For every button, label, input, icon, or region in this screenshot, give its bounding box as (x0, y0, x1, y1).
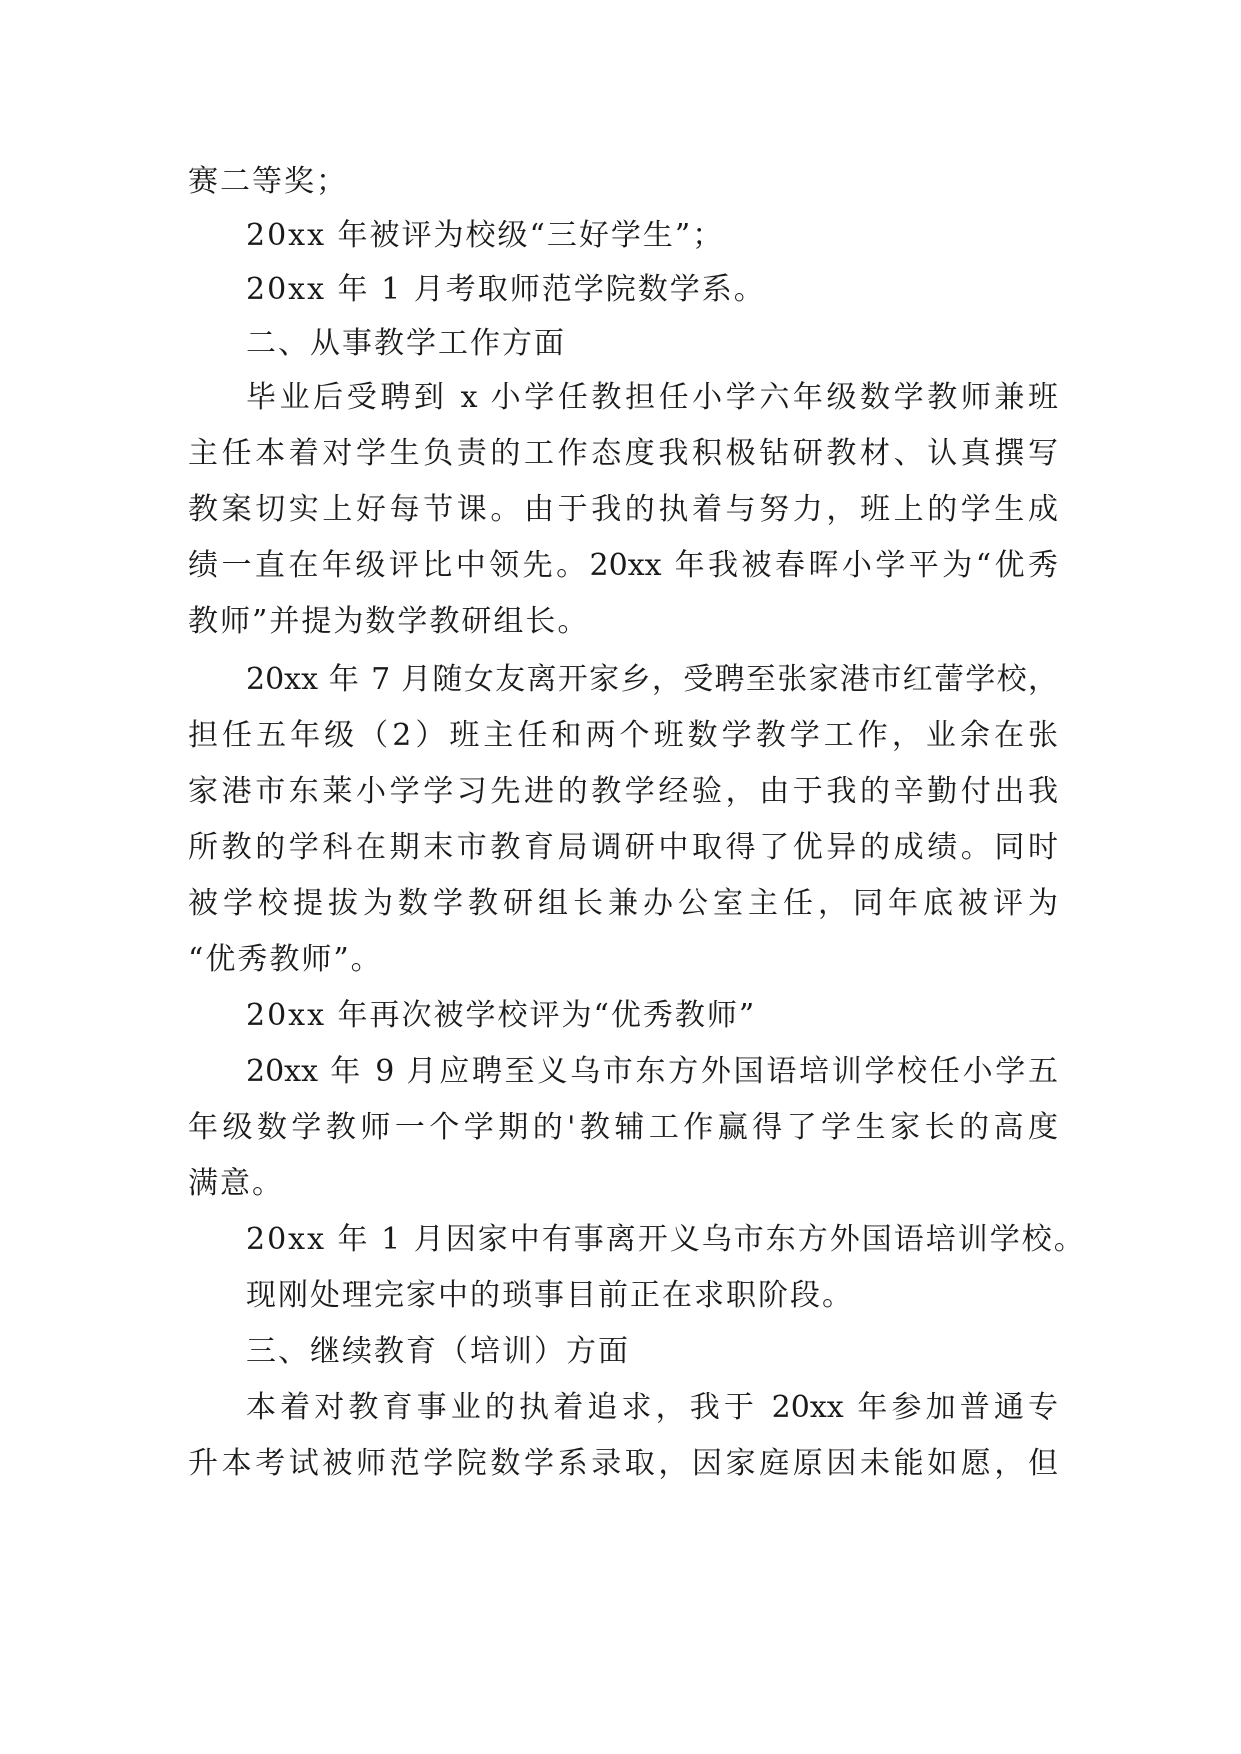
text-line: 20xx 年再次被学校评为“优秀教师” (246, 998, 757, 1033)
text-line: 教师”并提为数学教研组长。 (188, 604, 590, 639)
text-line: 家港市东莱小学学习先进的教学经验，由于我的辛勤付出我 (188, 774, 1058, 809)
text-line: 20xx 年被评为校级“三好学生”； (246, 218, 725, 253)
text-line: 20xx 年 9 月应聘至义乌市东方外国语培训学校任小学五 (246, 1054, 1058, 1089)
text-line: 20xx 年 1 月因家中有事离开义乌市东方外国语培训学校。 (246, 1222, 1086, 1257)
text-line: 升本考试被师范学院数学系录取，因家庭原因未能如愿，但 (188, 1446, 1058, 1481)
text-line: 赛二等奖； (188, 164, 348, 199)
text-line: 本着对教育事业的执着追求，我于 20xx 年参加普通专 (246, 1390, 1058, 1425)
text-line: 毕业后受聘到 x 小学任教担任小学六年级数学教师兼班 (246, 380, 1058, 415)
text-line: 教案切实上好每节课。由于我的执着与努力，班上的学生成 (188, 492, 1058, 527)
text-line: 满意。 (188, 1166, 284, 1201)
text-line: 20xx 年 7 月随女友离开家乡，受聘至张家港市红蕾学校， (246, 662, 1058, 697)
text-line: 担任五年级（2）班主任和两个班数学教学工作，业余在张 (188, 718, 1058, 753)
text-line: 年级数学教师一个学期的'教辅工作赢得了学生家长的高度 (188, 1110, 1058, 1145)
text-line: 现刚处理完家中的琐事目前正在求职阶段。 (246, 1278, 854, 1313)
text-line: 被学校提拔为数学教研组长兼办公室主任，同年底被评为 (188, 886, 1058, 921)
text-line: 所教的学科在期末市教育局调研中取得了优异的成绩。同时 (188, 830, 1058, 865)
text-line: “优秀教师”。 (188, 942, 383, 977)
section-heading: 二、从事教学工作方面 (246, 326, 566, 361)
text-line: 主任本着对学生负责的工作态度我积极钻研教材、认真撰写 (188, 436, 1058, 471)
text-line: 绩一直在年级评比中领先。20xx 年我被春晖小学平为“优秀 (188, 548, 1058, 583)
text-line: 20xx 年 1 月考取师范学院数学系。 (246, 272, 766, 307)
section-heading: 三、继续教育（培训）方面 (246, 1334, 630, 1369)
